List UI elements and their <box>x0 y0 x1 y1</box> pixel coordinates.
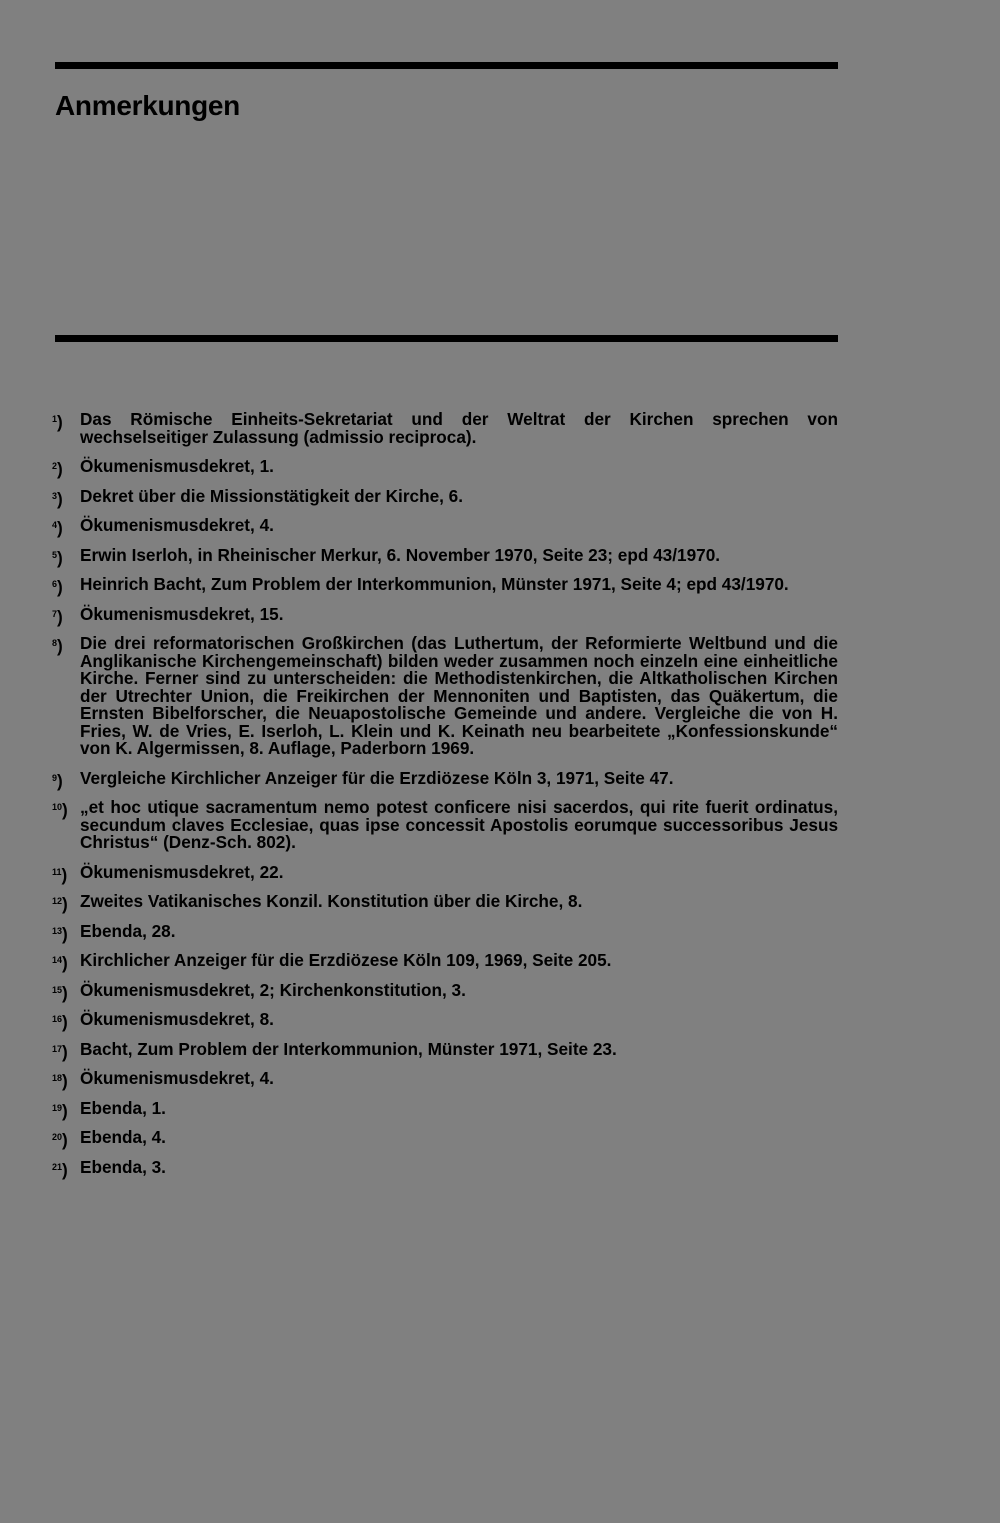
footnote-number: 2 <box>52 461 58 471</box>
footnote-item <box>52 1009 838 1032</box>
footnote-marker: $^{21}$) <box>52 1159 68 1180</box>
footnote-item <box>52 485 838 509</box>
footnote-text: Die drei reformatorischen Großkirchen (das Luthertum, der Reformierte Weltbund und die Anglikanische Kirchengemeinschaft) bilden weder zusammen noch einzeln eine einheitliche Kirche. Ferner sind zu unterscheiden: die Methodistenkirchen, die Altkatholischen Kirchen der Utrechter Union, die Freikirchen der Mennoniten und Baptisten, das Quäkertum, die Ernsten Bibelforscher, die Neuapostolische Gemeinde und andere. Vergleiche die von H. Fries, W. de Vries, E. Iserloh, L. Klein und K. Keinath neu bearbeitete „Konfessionskunde“ von K. Algermissen, 8. Auflage, Paderborn 1969. <box>80 633 838 758</box>
footnote-marker: $^{18}$) <box>52 1071 68 1091</box>
footnote-item <box>52 544 838 568</box>
footnote-text: Kirchlicher Anzeiger für die Erzdiözese Köln 109, 1969, Seite 205. <box>80 950 612 970</box>
footnote-item <box>52 1038 838 1062</box>
footnote-marker: $^1$) <box>52 412 63 432</box>
footnote-number: 16 <box>52 1014 63 1024</box>
footnote-marker: $^{20}$) <box>52 1130 68 1150</box>
footnote-item <box>52 635 838 758</box>
footnote-text: Ebenda, 1. <box>80 1097 166 1118</box>
page-title: Anmerkungen <box>55 90 240 121</box>
footnote-text: Bacht, Zum Problem der Interkommunion, Münster 1971, Seite 23. <box>80 1038 617 1059</box>
footnote-number: 11 <box>52 866 62 877</box>
footnote-marker: $^{16}$) <box>52 1012 68 1032</box>
footnote-marker: $^3$) <box>52 488 63 509</box>
footnote-marker: $^{15}$) <box>52 982 68 1003</box>
footnote-number: 4 <box>52 520 58 530</box>
footnote-marker: $^9$) <box>52 770 63 791</box>
footnote-number: 9 <box>52 772 58 783</box>
footnote-list <box>52 411 838 1188</box>
footnote-text: Ökumenismusdekret, 4. <box>80 1068 274 1088</box>
footnote-marker: $^{11}$) <box>52 864 68 885</box>
footnote-number: 5 <box>52 549 58 560</box>
footnote-number: 18 <box>52 1073 63 1083</box>
footnote-text: Ebenda, 3. <box>80 1156 166 1177</box>
footnote-marker: $^7$) <box>52 606 63 627</box>
footnote-marker: $^6$) <box>52 577 63 597</box>
footnote-text: Ebenda, 4. <box>80 1127 166 1147</box>
footnote-text: Dekret über die Missionstätigkeit der Kirche, 6. <box>80 485 464 506</box>
footnote-item <box>52 920 838 944</box>
footnote-item <box>52 1068 838 1091</box>
footnote-marker: $^{12}$) <box>52 894 68 914</box>
footnote-marker: $^8$) <box>52 636 63 656</box>
footnote-number: 21 <box>52 1161 63 1172</box>
footnote-item <box>52 979 838 1003</box>
footnote-text: Das Römische Einheits-Sekretariat und der Weltrat der Kirchen sprechen von wechselseitiger Zulassung (admissio reciproca). <box>80 409 838 447</box>
footnote-number: 7 <box>52 608 58 619</box>
footnote-text: Ebenda, 28. <box>80 920 176 941</box>
footnote-item <box>52 411 838 446</box>
footnote-text: Ökumenismusdekret, 8. <box>80 1009 274 1029</box>
footnote-item <box>52 1127 838 1150</box>
footnote-text: Ökumenismusdekret, 22. <box>80 861 284 882</box>
footnote-number: 8 <box>52 638 58 648</box>
top-rule <box>55 62 838 69</box>
footnote-number: 15 <box>52 984 63 995</box>
footnote-text: Heinrich Bacht, Zum Problem der Interkommunion, Münster 1971, Seite 4; epd 43/1970. <box>80 574 789 594</box>
footnote-text: Erwin Iserloh, in Rheinischer Merkur, 6. November 1970, Seite 23; epd 43/1970. <box>80 544 721 565</box>
footnote-number: 19 <box>52 1102 63 1113</box>
footnote-number: 13 <box>52 925 63 936</box>
footnote-marker: $^{14}$) <box>52 953 68 973</box>
footnote-marker: $^2$) <box>52 459 63 479</box>
footnote-item <box>52 891 838 914</box>
footnote-text: Ökumenismusdekret, 1. <box>80 456 274 476</box>
footnote-marker: $^{17}$) <box>52 1041 68 1062</box>
section-rule <box>55 335 838 342</box>
footnote-number: 1 <box>52 414 58 424</box>
footnote-marker: $^4$) <box>52 518 63 538</box>
footnote-text: Ökumenismusdekret, 4. <box>80 515 274 535</box>
footnote-item <box>52 456 838 479</box>
footnote-number: 10 <box>52 802 63 812</box>
footnote-number: 17 <box>52 1043 63 1054</box>
footnote-item <box>52 861 838 885</box>
footnote-number: 14 <box>52 955 63 965</box>
footnote-item <box>52 1156 838 1180</box>
footnote-number: 6 <box>52 579 58 589</box>
footnote-text: Ökumenismusdekret, 15. <box>80 603 284 624</box>
footnote-item <box>52 574 838 597</box>
footnote-marker: $^{10}$) <box>52 800 68 820</box>
footnote-text: Vergleiche Kirchlicher Anzeiger für die Erzdiözese Köln 3, 1971, Seite 47. <box>80 767 674 788</box>
footnote-marker: $^{19}$) <box>52 1100 68 1121</box>
footnote-number: 12 <box>52 896 63 906</box>
footnote-text: Zweites Vatikanisches Konzil. Konstitution über die Kirche, 8. <box>80 891 583 911</box>
footnote-number: 20 <box>52 1132 63 1142</box>
footnote-item <box>52 603 838 627</box>
footnote-marker: $^5$) <box>52 547 63 568</box>
footnote-item <box>52 950 838 973</box>
footnote-item <box>52 1097 838 1121</box>
footnote-text: Ökumenismusdekret, 2; Kirchenkonstitution, 3. <box>80 979 466 1000</box>
footnote-text: „et hoc utique sacramentum nemo potest conficere nisi sacerdos, qui rite fuerit ordinatus, secundum claves Ecclesiae, quas ipse concessit Apostolis eorumque successoribus Jesus Christus“ (Denz-Sch. 802). <box>80 797 838 852</box>
footnote-item <box>52 515 838 538</box>
footnote-item <box>52 799 838 852</box>
footnote-marker: $^{13}$) <box>52 923 68 944</box>
footnote-item <box>52 767 838 791</box>
footnote-number: 3 <box>52 490 58 501</box>
